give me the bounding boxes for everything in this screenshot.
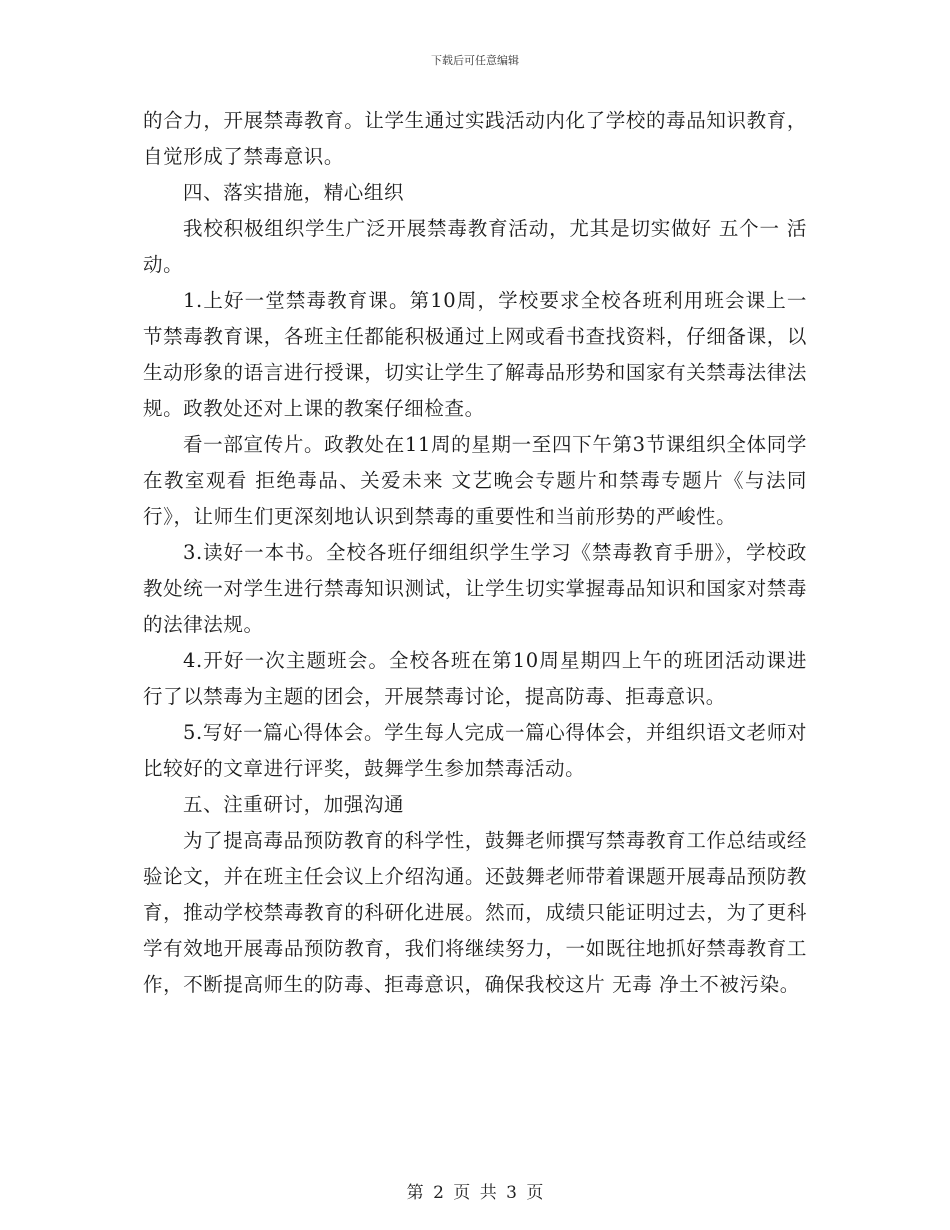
header-note: 下载后可任意编辑 (431, 54, 519, 67)
page-number: 第 2 页 共 3 页 (406, 1183, 544, 1203)
paragraph-item-2: 看一部宣传片。政教处在11周的星期一至四下午第3节课组织全体同学在教室观看 拒绝毒品、关爱未来 文艺晚会专题片和禁毒专题片《与法同行》，让师生们更深刻地认识到禁毒的重要性和当前形势的严峻性。 (143, 433, 807, 528)
document-body (143, 103, 807, 1003)
paragraph-conclusion: 为了提高毒品预防教育的科学性，鼓舞老师撰写禁毒教育工作总结或经验论文，并在班主任会议上介绍沟通。还鼓舞老师带着课题开展毒品预防教育，推动学校禁毒教育的科研化进展。然而，成绩只能证明过去，为了更科学有效地开展毒品预防教育，我们将继续努力，一如既往地抓好禁毒教育工作，不断提高师生的防毒、拒毒意识，确保我校这片 无毒 净土不被污染。 (143, 829, 807, 996)
paragraph-continuation: 的合力，开展禁毒教育。让学生通过实践活动内化了学校的毒品知识教育，自觉形成了禁毒意识。 (143, 109, 807, 168)
paragraph-item-3: 3.读好一本书。全校各班仔细组织学生学习《禁毒教育手册》，学校政教处统一对学生进行禁毒知识测试，让学生切实掌握毒品知识和国家对禁毒的法律法规。 (143, 541, 807, 636)
paragraph-item-4: 4.开好一次主题班会。全校各班在第10周星期四上午的班团活动课进行了以禁毒为主题的团会，开展禁毒讨论，提高防毒、拒毒意识。 (143, 649, 807, 708)
section-heading-4: 四、落实措施，精心组织 (183, 181, 405, 204)
paragraph-item-1: 1.上好一堂禁毒教育课。第10周，学校要求全校各班利用班会课上一节禁毒教育课，各班主任都能积极通过上网或看书查找资料，仔细备课，以生动形象的语言进行授课，切实让学生了解毒品形势和国家有关禁毒法律法规。政教处还对上课的教案仔细检查。 (143, 289, 807, 420)
paragraph: 我校积极组织学生广泛开展禁毒教育活动，尤其是切实做好 五个一 活动。 (143, 217, 807, 276)
paragraph-item-5: 5.写好一篇心得体会。学生每人完成一篇心得体会，并组织语文老师对比较好的文章进行评奖，鼓舞学生参加禁毒活动。 (143, 721, 807, 780)
section-heading-5: 五、注重研讨，加强沟通 (183, 793, 405, 816)
